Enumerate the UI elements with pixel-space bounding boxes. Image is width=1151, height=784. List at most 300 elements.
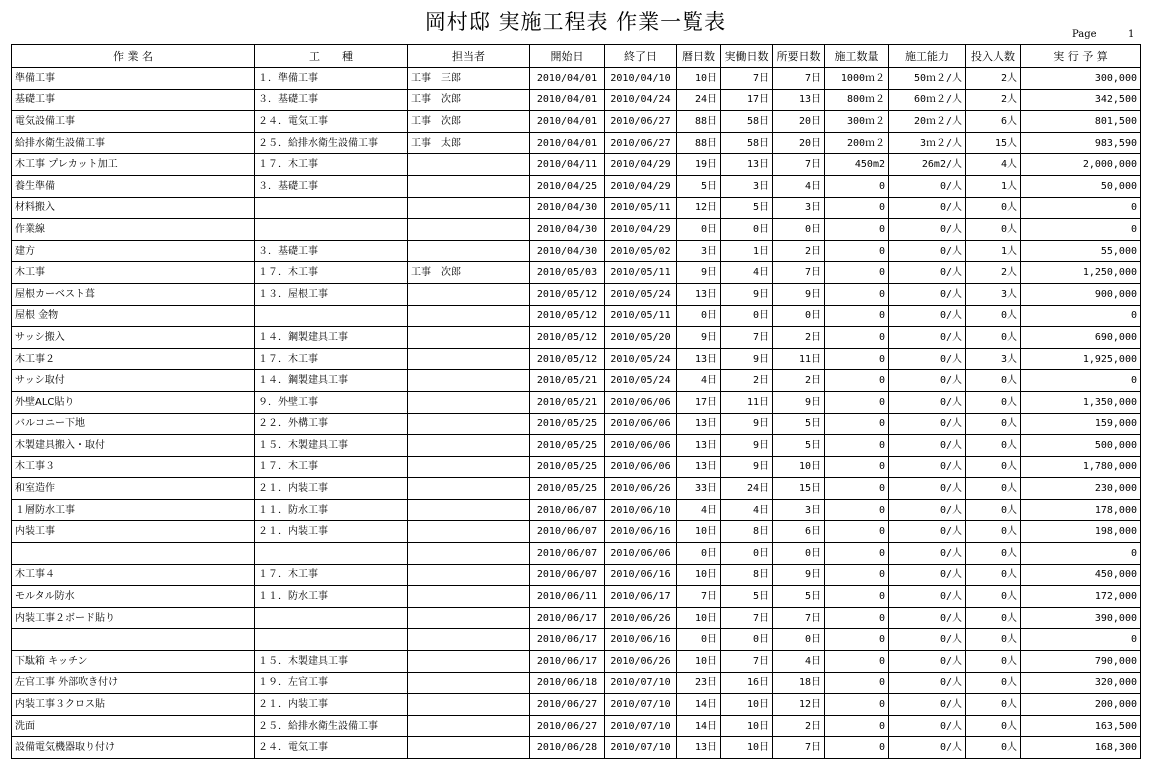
col-calendar-days-cell: 13日	[677, 283, 721, 305]
col-task-name-cell: 木工事２	[12, 348, 255, 370]
col-workers-cell: 6人	[966, 111, 1021, 133]
col-quantity-cell: 0	[825, 305, 889, 327]
col-calendar-days-cell: 9日	[677, 327, 721, 349]
col-capacity-cell: 0/人	[889, 413, 966, 435]
col-workers-cell: 1人	[966, 175, 1021, 197]
col-working-days-cell: 58日	[721, 111, 773, 133]
col-trade-cell: ２１．内装工事	[255, 521, 408, 543]
col-quantity-cell: 0	[825, 564, 889, 586]
col-task-name-header: 作 業 名	[12, 45, 255, 68]
col-end-date-cell: 2010/05/24	[605, 348, 677, 370]
col-start-date-cell: 2010/06/27	[530, 694, 605, 716]
col-working-days-cell: 3日	[721, 175, 773, 197]
col-end-date-cell: 2010/05/20	[605, 327, 677, 349]
col-required-days-cell: 18日	[773, 672, 825, 694]
col-capacity-cell: 50ｍ２/人	[889, 68, 966, 90]
col-quantity-cell: 0	[825, 283, 889, 305]
table-row	[12, 68, 1141, 90]
col-required-days-cell: 7日	[773, 262, 825, 284]
col-end-date-cell: 2010/04/10	[605, 68, 677, 90]
col-assignee-cell	[408, 629, 530, 651]
col-workers-cell: 3人	[966, 283, 1021, 305]
col-assignee-cell	[408, 240, 530, 262]
col-quantity-cell: 0	[825, 348, 889, 370]
col-calendar-days-cell: 17日	[677, 391, 721, 413]
col-quantity-cell: 0	[825, 521, 889, 543]
col-calendar-days-cell: 13日	[677, 348, 721, 370]
col-required-days-cell: 0日	[773, 543, 825, 565]
col-start-date-cell: 2010/05/12	[530, 348, 605, 370]
col-working-days-cell: 9日	[721, 435, 773, 457]
col-task-name-cell: 木工事３	[12, 456, 255, 478]
col-assignee-cell: 工事 太郎	[408, 132, 530, 154]
col-assignee-cell	[408, 607, 530, 629]
col-required-days-cell: 5日	[773, 435, 825, 457]
col-trade-cell	[255, 197, 408, 219]
col-budget-cell: 178,000	[1021, 499, 1141, 521]
col-working-days-cell: 9日	[721, 348, 773, 370]
col-budget-cell: 0	[1021, 219, 1141, 241]
col-required-days-cell: 0日	[773, 305, 825, 327]
col-required-days-cell: 7日	[773, 607, 825, 629]
table-row	[12, 262, 1141, 284]
col-quantity-cell: 0	[825, 672, 889, 694]
col-trade-cell	[255, 607, 408, 629]
col-working-days-cell: 5日	[721, 197, 773, 219]
col-calendar-days-cell: 0日	[677, 543, 721, 565]
page-label: Page	[1072, 29, 1097, 40]
col-end-date-cell: 2010/04/29	[605, 154, 677, 176]
col-working-days-cell: 10日	[721, 737, 773, 759]
col-budget-cell: 163,500	[1021, 715, 1141, 737]
col-required-days-cell: 20日	[773, 111, 825, 133]
col-calendar-days-cell: 5日	[677, 175, 721, 197]
col-end-date-cell: 2010/07/10	[605, 737, 677, 759]
col-start-date-cell: 2010/04/11	[530, 154, 605, 176]
col-working-days-cell: 7日	[721, 607, 773, 629]
col-end-date-cell: 2010/06/16	[605, 521, 677, 543]
col-quantity-cell: 0	[825, 219, 889, 241]
col-budget-header: 実 行 予 算	[1021, 45, 1141, 68]
col-start-date-cell: 2010/04/01	[530, 89, 605, 111]
col-working-days-cell: 58日	[721, 132, 773, 154]
col-capacity-cell: 0/人	[889, 499, 966, 521]
col-assignee-cell	[408, 564, 530, 586]
col-trade-cell: ２１．内装工事	[255, 478, 408, 500]
col-end-date-cell: 2010/06/06	[605, 413, 677, 435]
col-budget-cell: 50,000	[1021, 175, 1141, 197]
col-trade-cell: １５．木製建具工事	[255, 651, 408, 673]
col-working-days-cell: 11日	[721, 391, 773, 413]
col-assignee-cell	[408, 305, 530, 327]
table-row	[12, 240, 1141, 262]
table-row	[12, 456, 1141, 478]
col-calendar-days-cell: 10日	[677, 564, 721, 586]
col-trade-cell	[255, 219, 408, 241]
col-start-date-cell: 2010/04/01	[530, 132, 605, 154]
col-end-date-cell: 2010/06/26	[605, 651, 677, 673]
col-required-days-cell: 0日	[773, 629, 825, 651]
col-end-date-cell: 2010/06/26	[605, 607, 677, 629]
col-workers-cell: 2人	[966, 262, 1021, 284]
col-task-name-cell: １層防水工事	[12, 499, 255, 521]
col-workers-cell: 0人	[966, 694, 1021, 716]
col-capacity-cell: 3ｍ２/人	[889, 132, 966, 154]
table-row	[12, 305, 1141, 327]
col-start-date-cell: 2010/06/17	[530, 651, 605, 673]
col-quantity-cell: 0	[825, 435, 889, 457]
col-working-days-cell: 8日	[721, 521, 773, 543]
col-assignee-cell	[408, 694, 530, 716]
col-workers-cell: 0人	[966, 391, 1021, 413]
col-start-date-cell: 2010/06/28	[530, 737, 605, 759]
col-capacity-cell: 0/人	[889, 175, 966, 197]
col-budget-cell: 983,590	[1021, 132, 1141, 154]
col-start-date-cell: 2010/04/30	[530, 240, 605, 262]
col-assignee-cell	[408, 456, 530, 478]
col-budget-cell: 1,250,000	[1021, 262, 1141, 284]
col-start-date-cell: 2010/06/07	[530, 564, 605, 586]
col-quantity-cell: 0	[825, 694, 889, 716]
col-budget-cell: 450,000	[1021, 564, 1141, 586]
col-working-days-cell: 13日	[721, 154, 773, 176]
col-trade-cell: １７．木工事	[255, 262, 408, 284]
col-quantity-cell: 800ｍ２	[825, 89, 889, 111]
col-workers-cell: 2人	[966, 68, 1021, 90]
col-end-date-cell: 2010/05/11	[605, 305, 677, 327]
col-calendar-days-cell: 88日	[677, 132, 721, 154]
col-required-days-cell: 13日	[773, 89, 825, 111]
col-workers-cell: 0人	[966, 370, 1021, 392]
col-working-days-cell: 10日	[721, 694, 773, 716]
col-quantity-cell: 0	[825, 370, 889, 392]
col-trade-cell: ２１．内装工事	[255, 694, 408, 716]
col-task-name-cell	[12, 543, 255, 565]
col-capacity-cell: 0/人	[889, 715, 966, 737]
col-trade-cell: ３．基礎工事	[255, 240, 408, 262]
col-start-date-cell: 2010/06/11	[530, 586, 605, 608]
col-start-date-cell: 2010/05/03	[530, 262, 605, 284]
col-working-days-cell: 7日	[721, 68, 773, 90]
col-end-date-cell: 2010/06/16	[605, 629, 677, 651]
col-capacity-cell: 60ｍ２/人	[889, 89, 966, 111]
col-working-days-cell: 8日	[721, 564, 773, 586]
col-trade-cell: １．準備工事	[255, 68, 408, 90]
col-quantity-header: 施工数量	[825, 45, 889, 68]
col-capacity-cell: 0/人	[889, 262, 966, 284]
col-quantity-cell: 0	[825, 456, 889, 478]
col-working-days-cell: 0日	[721, 629, 773, 651]
col-working-days-cell: 10日	[721, 715, 773, 737]
col-task-name-cell: サッシ搬入	[12, 327, 255, 349]
col-working-days-cell: 2日	[721, 370, 773, 392]
col-calendar-days-header: 暦日数	[677, 45, 721, 68]
table-row	[12, 499, 1141, 521]
col-budget-cell: 200,000	[1021, 694, 1141, 716]
col-start-date-cell: 2010/05/21	[530, 391, 605, 413]
col-start-date-cell: 2010/05/25	[530, 456, 605, 478]
col-capacity-cell: 0/人	[889, 651, 966, 673]
col-budget-cell: 801,500	[1021, 111, 1141, 133]
col-calendar-days-cell: 13日	[677, 435, 721, 457]
col-workers-cell: 0人	[966, 456, 1021, 478]
col-working-days-cell: 4日	[721, 262, 773, 284]
table-row	[12, 327, 1141, 349]
col-start-date-cell: 2010/06/17	[530, 607, 605, 629]
col-task-name-cell: 養生準備	[12, 175, 255, 197]
table-row	[12, 694, 1141, 716]
col-workers-cell: 0人	[966, 305, 1021, 327]
col-assignee-cell: 工事 次郎	[408, 262, 530, 284]
col-assignee-cell: 工事 次郎	[408, 89, 530, 111]
col-assignee-cell	[408, 154, 530, 176]
col-trade-cell: １１．防水工事	[255, 586, 408, 608]
col-start-date-cell: 2010/05/21	[530, 370, 605, 392]
col-budget-cell: 55,000	[1021, 240, 1141, 262]
col-quantity-cell: 0	[825, 715, 889, 737]
col-end-date-cell: 2010/06/27	[605, 111, 677, 133]
col-budget-cell: 0	[1021, 629, 1141, 651]
col-budget-cell: 900,000	[1021, 283, 1141, 305]
col-quantity-cell: 0	[825, 543, 889, 565]
col-task-name-cell: 材料搬入	[12, 197, 255, 219]
col-required-days-cell: 9日	[773, 391, 825, 413]
col-calendar-days-cell: 33日	[677, 478, 721, 500]
col-budget-cell: 1,780,000	[1021, 456, 1141, 478]
col-budget-cell: 168,300	[1021, 737, 1141, 759]
col-end-date-cell: 2010/06/27	[605, 132, 677, 154]
col-start-date-cell: 2010/04/01	[530, 111, 605, 133]
col-capacity-cell: 0/人	[889, 370, 966, 392]
col-end-date-cell: 2010/04/29	[605, 219, 677, 241]
col-calendar-days-cell: 10日	[677, 651, 721, 673]
col-required-days-cell: 2日	[773, 715, 825, 737]
col-workers-cell: 0人	[966, 607, 1021, 629]
col-assignee-cell: 工事 三郎	[408, 68, 530, 90]
col-start-date-cell: 2010/06/07	[530, 543, 605, 565]
col-quantity-cell: 0	[825, 478, 889, 500]
col-task-name-cell: 設備電気機器取り付け	[12, 737, 255, 759]
col-trade-cell: １９．左官工事	[255, 672, 408, 694]
col-task-name-cell: 基礎工事	[12, 89, 255, 111]
table-row	[12, 715, 1141, 737]
col-calendar-days-cell: 14日	[677, 715, 721, 737]
table-row	[12, 370, 1141, 392]
col-task-name-cell: サッシ取付	[12, 370, 255, 392]
col-end-date-cell: 2010/05/11	[605, 262, 677, 284]
col-budget-cell: 790,000	[1021, 651, 1141, 673]
col-trade-header: 工 種	[255, 45, 408, 68]
col-task-name-cell: 木工事４	[12, 564, 255, 586]
col-budget-cell: 342,500	[1021, 89, 1141, 111]
col-task-name-cell: 電気設備工事	[12, 111, 255, 133]
col-task-name-cell: 木工事 プレカット加工	[12, 154, 255, 176]
col-assignee-cell	[408, 175, 530, 197]
table-row	[12, 283, 1141, 305]
col-calendar-days-cell: 24日	[677, 89, 721, 111]
col-assignee-header: 担当者	[408, 45, 530, 68]
col-trade-cell: １７．木工事	[255, 154, 408, 176]
col-required-days-cell: 9日	[773, 283, 825, 305]
col-end-date-cell: 2010/05/11	[605, 197, 677, 219]
col-required-days-cell: 0日	[773, 219, 825, 241]
col-trade-cell	[255, 543, 408, 565]
col-working-days-cell: 9日	[721, 456, 773, 478]
header-row	[12, 45, 1141, 68]
col-capacity-cell: 0/人	[889, 240, 966, 262]
col-calendar-days-cell: 23日	[677, 672, 721, 694]
table-row	[12, 586, 1141, 608]
col-trade-cell: ３．基礎工事	[255, 175, 408, 197]
col-trade-cell: １５．木製建具工事	[255, 435, 408, 457]
col-capacity-cell: 0/人	[889, 305, 966, 327]
col-assignee-cell	[408, 543, 530, 565]
col-start-date-cell: 2010/05/25	[530, 413, 605, 435]
col-capacity-cell: 0/人	[889, 348, 966, 370]
col-assignee-cell	[408, 435, 530, 457]
table-row	[12, 111, 1141, 133]
col-start-date-cell: 2010/06/07	[530, 521, 605, 543]
col-calendar-days-cell: 4日	[677, 499, 721, 521]
col-start-date-cell: 2010/05/12	[530, 327, 605, 349]
col-working-days-cell: 0日	[721, 219, 773, 241]
col-quantity-cell: 300ｍ２	[825, 111, 889, 133]
col-start-date-cell: 2010/06/07	[530, 499, 605, 521]
table-row	[12, 435, 1141, 457]
col-calendar-days-cell: 10日	[677, 521, 721, 543]
col-required-days-cell: 5日	[773, 586, 825, 608]
col-required-days-cell: 7日	[773, 68, 825, 90]
col-required-days-cell: 15日	[773, 478, 825, 500]
col-start-date-cell: 2010/04/30	[530, 197, 605, 219]
col-budget-cell: 0	[1021, 197, 1141, 219]
col-task-name-cell: 準備工事	[12, 68, 255, 90]
col-end-date-cell: 2010/06/06	[605, 543, 677, 565]
table-row	[12, 219, 1141, 241]
col-budget-cell: 172,000	[1021, 586, 1141, 608]
col-end-date-cell: 2010/05/02	[605, 240, 677, 262]
col-task-name-cell: 木製建具搬入・取付	[12, 435, 255, 457]
col-workers-cell: 0人	[966, 327, 1021, 349]
col-task-name-cell: 屋根カーベスト葺	[12, 283, 255, 305]
col-workers-cell: 0人	[966, 219, 1021, 241]
col-workers-cell: 1人	[966, 240, 1021, 262]
col-capacity-cell: 0/人	[889, 543, 966, 565]
col-required-days-cell: 12日	[773, 694, 825, 716]
col-capacity-cell: 0/人	[889, 564, 966, 586]
col-working-days-cell: 7日	[721, 327, 773, 349]
col-capacity-cell: 0/人	[889, 283, 966, 305]
col-trade-cell: ３．基礎工事	[255, 89, 408, 111]
document-title: 岡村邸 実施工程表 作業一覧表	[424, 10, 727, 34]
col-required-days-cell: 10日	[773, 456, 825, 478]
col-quantity-cell: 1000ｍ２	[825, 68, 889, 90]
page-number: 1	[1128, 29, 1135, 40]
col-end-date-cell: 2010/05/24	[605, 370, 677, 392]
col-workers-cell: 2人	[966, 89, 1021, 111]
col-quantity-cell: 0	[825, 391, 889, 413]
col-task-name-cell: 左官工事 外部吹き付け	[12, 672, 255, 694]
col-capacity-cell: 0/人	[889, 607, 966, 629]
col-required-days-cell: 11日	[773, 348, 825, 370]
col-trade-cell: １７．木工事	[255, 348, 408, 370]
col-budget-cell: 198,000	[1021, 521, 1141, 543]
col-quantity-cell: 0	[825, 499, 889, 521]
col-capacity-cell: 0/人	[889, 737, 966, 759]
col-task-name-cell: 木工事	[12, 262, 255, 284]
col-quantity-cell: 0	[825, 240, 889, 262]
col-capacity-cell: 0/人	[889, 586, 966, 608]
col-calendar-days-cell: 13日	[677, 413, 721, 435]
col-quantity-cell: 450m2	[825, 154, 889, 176]
col-trade-cell: １４．鋼製建具工事	[255, 370, 408, 392]
col-start-date-cell: 2010/05/25	[530, 435, 605, 457]
col-calendar-days-cell: 19日	[677, 154, 721, 176]
col-start-date-cell: 2010/06/27	[530, 715, 605, 737]
col-budget-cell: 300,000	[1021, 68, 1141, 90]
col-start-date-cell: 2010/06/17	[530, 629, 605, 651]
col-required-days-cell: 4日	[773, 175, 825, 197]
col-end-date-header: 終了日	[605, 45, 677, 68]
col-task-name-cell: モルタル防水	[12, 586, 255, 608]
col-start-date-cell: 2010/05/12	[530, 283, 605, 305]
col-working-days-cell: 1日	[721, 240, 773, 262]
table-row	[12, 521, 1141, 543]
col-budget-cell: 690,000	[1021, 327, 1141, 349]
col-assignee-cell	[408, 715, 530, 737]
col-trade-cell: ２５．給排水衛生設備工事	[255, 715, 408, 737]
col-start-date-cell: 2010/04/25	[530, 175, 605, 197]
col-start-date-cell: 2010/05/25	[530, 478, 605, 500]
col-assignee-cell	[408, 370, 530, 392]
col-workers-cell: 0人	[966, 586, 1021, 608]
col-calendar-days-cell: 88日	[677, 111, 721, 133]
col-assignee-cell	[408, 478, 530, 500]
col-assignee-cell	[408, 672, 530, 694]
col-capacity-cell: 0/人	[889, 694, 966, 716]
col-working-days-cell: 5日	[721, 586, 773, 608]
col-workers-cell: 0人	[966, 715, 1021, 737]
table-row	[12, 154, 1141, 176]
col-quantity-cell: 0	[825, 262, 889, 284]
col-assignee-cell	[408, 283, 530, 305]
col-budget-cell: 159,000	[1021, 413, 1141, 435]
col-task-name-cell: 外壁ALC貼り	[12, 391, 255, 413]
col-budget-cell: 1,925,000	[1021, 348, 1141, 370]
col-assignee-cell	[408, 197, 530, 219]
col-working-days-cell: 17日	[721, 89, 773, 111]
col-calendar-days-cell: 13日	[677, 456, 721, 478]
col-assignee-cell	[408, 391, 530, 413]
col-task-name-cell: 屋根 金物	[12, 305, 255, 327]
col-calendar-days-cell: 0日	[677, 219, 721, 241]
table-row	[12, 197, 1141, 219]
col-trade-cell: ９．外壁工事	[255, 391, 408, 413]
col-required-days-cell: 2日	[773, 240, 825, 262]
col-workers-cell: 0人	[966, 737, 1021, 759]
col-capacity-cell: 0/人	[889, 478, 966, 500]
col-working-days-cell: 24日	[721, 478, 773, 500]
col-working-days-cell: 9日	[721, 283, 773, 305]
col-assignee-cell	[408, 586, 530, 608]
col-end-date-cell: 2010/07/10	[605, 694, 677, 716]
col-workers-header: 投入人数	[966, 45, 1021, 68]
col-trade-cell: １７．木工事	[255, 564, 408, 586]
col-end-date-cell: 2010/06/06	[605, 456, 677, 478]
col-assignee-cell	[408, 499, 530, 521]
col-end-date-cell: 2010/05/24	[605, 283, 677, 305]
col-workers-cell: 0人	[966, 564, 1021, 586]
